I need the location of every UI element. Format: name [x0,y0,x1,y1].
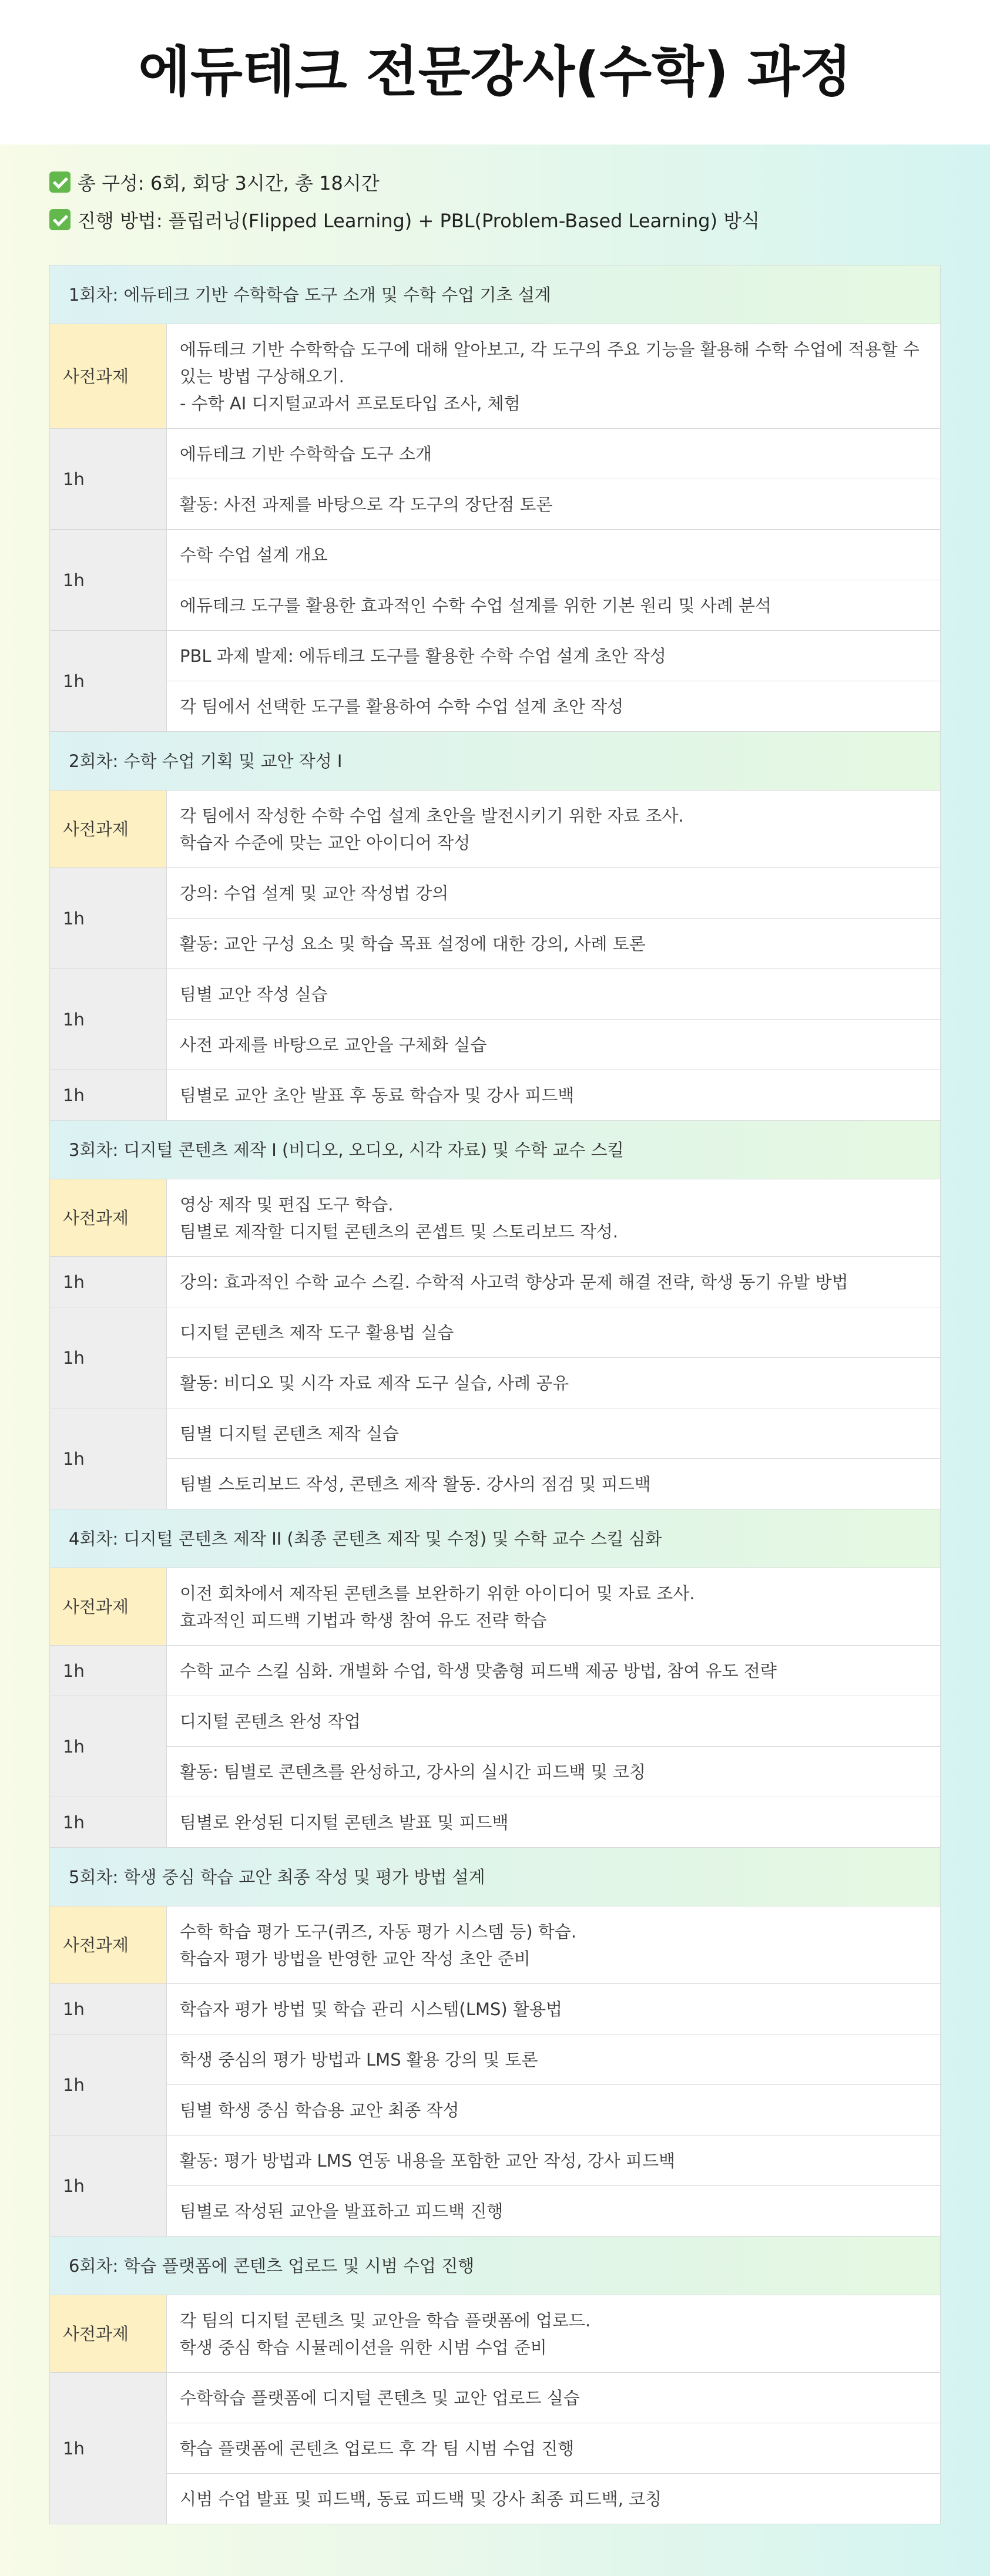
activity-item: 팀별 디지털 콘텐츠 제작 실습 [167,1408,941,1459]
activity-row [50,1257,941,1307]
activity-item: 팀별 교안 작성 실습 [167,969,941,1020]
activity-item: 학습 플랫폼에 콘텐츠 업로드 후 각 팀 시범 수업 진행 [167,2423,941,2474]
activity-row [50,2136,941,2186]
activity-row [50,1358,941,1408]
activity-row [50,2034,941,2085]
activity-row [50,2085,941,2136]
check-mark-icon [49,209,71,230]
session-title: 1회차: 에듀테크 기반 수학학습 도구 소개 및 수학 수업 기초 설계 [50,265,941,324]
session-title: 6회차: 학습 플랫폼에 콘텐츠 업로드 및 시범 수업 진행 [50,2237,941,2295]
activity-item: 각 팀에서 선택한 도구를 활용하여 수학 수업 설계 초안 작성 [167,681,941,732]
activity-row [50,530,941,580]
activity-item: 강의: 효과적인 수학 교수 스킬. 수학적 사고력 향상과 문제 해결 전략, 학생 동기 유발 방법 [167,1257,941,1307]
hour-label: 1h [50,1696,167,1797]
hour-label: 1h [50,1408,167,1509]
session-header-row [50,1848,941,1906]
pre-task-row [50,791,941,868]
session-header-row [50,1121,941,1179]
pre-task-content [167,2295,941,2373]
pre-task-label: 사전과제 [50,1906,167,1984]
session-title: 5회차: 학생 중심 학습 교안 최종 작성 및 평가 방법 설계 [50,1848,941,1906]
activity-item: 디지털 콘텐츠 제작 도구 활용법 실습 [167,1307,941,1358]
session-header-row [50,1509,941,1568]
activity-item: 팀별로 작성된 교안을 발표하고 피드백 진행 [167,2186,941,2237]
activity-item: 학생 중심의 평가 방법과 LMS 활용 강의 및 토론 [167,2034,941,2085]
activity-row [50,479,941,530]
pre-task-line: 학생 중심 학습 시뮬레이션을 위한 시범 수업 준비 [180,2337,547,2358]
schedule-body [50,265,941,2524]
activity-item: PBL 과제 발제: 에듀테크 도구를 활용한 수학 수업 설계 초안 작성 [167,631,941,681]
pre-task-line: 학습자 수준에 맞는 교안 아이디어 작성 [180,832,471,853]
activity-item: 에듀테크 기반 수학학습 도구 소개 [167,429,941,479]
pre-task-content [167,1568,941,1646]
activity-row [50,969,941,1020]
pre-task-row [50,324,941,429]
page-title: 에듀테크 전문강사(수학) 과정 [138,41,852,103]
hour-label: 1h [50,530,167,631]
course-summary [0,144,990,265]
hour-label: 1h [50,1070,167,1121]
summary-line-structure [49,163,990,201]
hour-label: 1h [50,2373,167,2524]
activity-item: 사전 과제를 바탕으로 교안을 구체화 실습 [167,1020,941,1070]
hour-label: 1h [50,1257,167,1307]
hour-label: 1h [50,969,167,1070]
pre-task-row [50,1906,941,1984]
hour-label: 1h [50,1797,167,1848]
pre-task-content [167,1906,941,1984]
activity-item: 활동: 팀별로 콘텐츠를 완성하고, 강사의 실시간 피드백 및 코칭 [167,1747,941,1797]
activity-row [50,1070,941,1121]
activity-row [50,919,941,969]
activity-row [50,2423,941,2474]
summary-text: 진행 방법: 플립러닝(Flipped Learning) + PBL(Problem-Based Learning) 방식 [78,210,760,232]
activity-item: 에듀테크 도구를 활용한 효과적인 수학 수업 설계를 위한 기본 원리 및 사례 분석 [167,580,941,631]
activity-row [50,681,941,732]
activity-item: 시범 수업 발표 및 피드백, 동료 피드백 및 강사 최종 피드백, 코칭 [167,2474,941,2524]
title-band [0,0,990,144]
session-title: 4회차: 디지털 콘텐츠 제작 II (최종 콘텐츠 제작 및 수정) 및 수학 교수 스킬 심화 [50,1509,941,1568]
pre-task-content [167,791,941,868]
pre-task-label: 사전과제 [50,791,167,868]
pre-task-line: 이전 회차에서 제작된 콘텐츠를 보완하기 위한 아이디어 및 자료 조사. [180,1583,695,1603]
pre-task-line: 영상 제작 및 편집 도구 학습. [180,1194,394,1215]
activity-item: 수학 교수 스킬 심화. 개별화 수업, 학생 맞춤형 피드백 제공 방법, 참여 유도 전략 [167,1646,941,1696]
activity-row [50,2186,941,2237]
pre-task-line: 수학 학습 평가 도구(퀴즈, 자동 평가 시스템 등) 학습. [180,1921,577,1942]
pre-task-line: 에듀테크 기반 수학학습 도구에 대해 알아보고, 각 도구의 주요 기능을 활용해 수학 수업에 적용할 수 있는 방법 구상해오기. [180,339,919,386]
check-mark-icon [49,171,71,193]
pre-task-line: 각 팀에서 작성한 수학 수업 설계 초안을 발전시키기 위한 자료 조사. [180,805,684,826]
session-title: 2회차: 수학 수업 기획 및 교안 작성 I [50,732,941,791]
activity-row [50,1307,941,1358]
activity-row [50,1984,941,2034]
activity-item: 수학 수업 설계 개요 [167,530,941,580]
activity-row [50,1696,941,1747]
activity-row [50,1797,941,1848]
session-header-row [50,732,941,791]
activity-item: 활동: 사전 과제를 바탕으로 각 도구의 장단점 토론 [167,479,941,530]
pre-task-label: 사전과제 [50,1568,167,1646]
activity-row [50,868,941,919]
activity-row [50,1646,941,1696]
course-schedule-table [49,265,941,2524]
activity-item: 팀별로 교안 초안 발표 후 동료 학습자 및 강사 피드백 [167,1070,941,1121]
hour-label: 1h [50,1646,167,1696]
hour-label: 1h [50,2034,167,2136]
pre-task-label: 사전과제 [50,1179,167,1257]
pre-task-row [50,1568,941,1646]
activity-row [50,631,941,681]
pre-task-line: 팀별로 제작할 디지털 콘텐츠의 콘셉트 및 스토리보드 작성. [180,1221,619,1242]
pre-task-line: 학습자 평가 방법을 반영한 교안 작성 초안 준비 [180,1948,531,1969]
pre-task-line: - 수학 AI 디지털교과서 프로토타입 조사, 체험 [180,393,521,413]
activity-item: 디지털 콘텐츠 완성 작업 [167,1696,941,1747]
activity-row [50,2373,941,2423]
session-title: 3회차: 디지털 콘텐츠 제작 I (비디오, 오디오, 시각 자료) 및 수학 교수 스킬 [50,1121,941,1179]
hour-label: 1h [50,1984,167,2034]
pre-task-row [50,1179,941,1257]
activity-row [50,1020,941,1070]
activity-row [50,1408,941,1459]
summary-text: 총 구성: 6회, 회당 3시간, 총 18시간 [78,172,380,194]
pre-task-content [167,1179,941,1257]
pre-task-content [167,324,941,429]
hour-label: 1h [50,2136,167,2237]
activity-item: 팀별 학생 중심 학습용 교안 최종 작성 [167,2085,941,2136]
activity-item: 강의: 수업 설계 및 교안 작성법 강의 [167,868,941,919]
summary-line-method [49,201,990,238]
hour-label: 1h [50,631,167,732]
pre-task-label: 사전과제 [50,2295,167,2373]
hour-label: 1h [50,1307,167,1408]
hour-label: 1h [50,429,167,530]
activity-item: 수학학습 플랫폼에 디지털 콘텐츠 및 교안 업로드 실습 [167,2373,941,2423]
activity-item: 학습자 평가 방법 및 학습 관리 시스템(LMS) 활용법 [167,1984,941,2034]
activity-item: 팀별 스토리보드 작성, 콘텐츠 제작 활동. 강사의 점검 및 피드백 [167,1459,941,1509]
activity-item: 팀별로 완성된 디지털 콘텐츠 발표 및 피드백 [167,1797,941,1848]
activity-item: 활동: 평가 방법과 LMS 연동 내용을 포함한 교안 작성, 강사 피드백 [167,2136,941,2186]
activity-row [50,1459,941,1509]
pre-task-row [50,2295,941,2373]
activity-row [50,1747,941,1797]
hour-label: 1h [50,868,167,969]
activity-item: 활동: 교안 구성 요소 및 학습 목표 설정에 대한 강의, 사례 토론 [167,919,941,969]
session-header-row [50,2237,941,2295]
activity-row [50,580,941,631]
pre-task-line: 효과적인 피드백 기법과 학생 참여 유도 전략 학습 [180,1610,547,1630]
activity-row [50,429,941,479]
session-header-row [50,265,941,324]
activity-item: 활동: 비디오 및 시각 자료 제작 도구 실습, 사례 공유 [167,1358,941,1408]
pre-task-line: 각 팀의 디지털 콘텐츠 및 교안을 학습 플랫폼에 업로드. [180,2310,591,2330]
pre-task-label: 사전과제 [50,324,167,429]
activity-row [50,2474,941,2524]
